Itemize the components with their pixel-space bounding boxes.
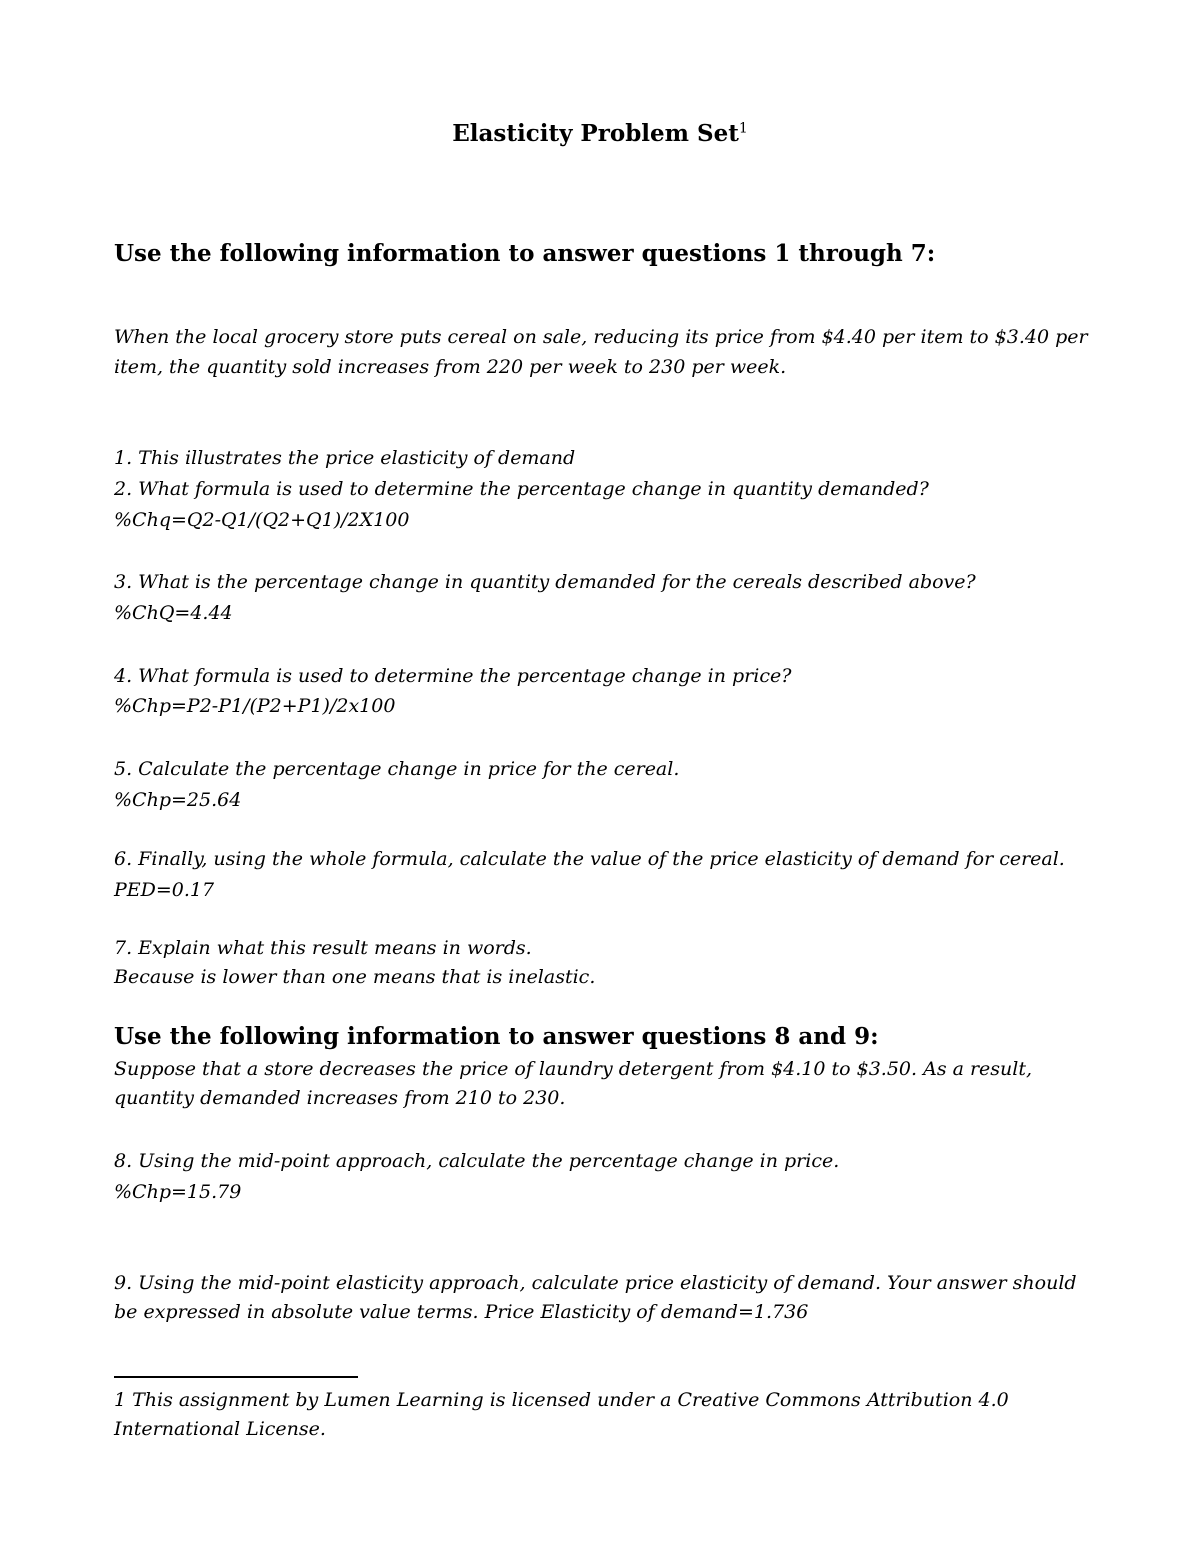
title-footnote-marker: 1 <box>738 120 748 137</box>
question-4: 4. What formula is used to determine the percentage change in price? <box>114 665 792 687</box>
section-1-heading: Use the following information to answer questions 1 through 7: <box>114 240 936 267</box>
section-1-intro-line-2: item, the quantity sold increases from 220 per week to 230 per week. <box>114 356 787 378</box>
footnote-separator <box>114 1376 358 1378</box>
title-text: Elasticity Problem Set <box>452 120 739 147</box>
section-1-intro-line-1: When the local grocery store puts cereal on sale, reducing its price from $4.40 per item to $3.40 per <box>114 326 1088 348</box>
question-7: 7. Explain what this result means in words. <box>114 937 532 959</box>
answer-4: %Chp=P2-P1/(P2+P1)/2x100 <box>114 695 396 717</box>
section-2-intro-line-1: Suppose that a store decreases the price of laundry detergent from $4.10 to $3.50. As a result, <box>114 1058 1033 1080</box>
question-9-line-1: 9. Using the mid-point elasticity approach, calculate price elasticity of demand. Your answer should <box>114 1272 1077 1294</box>
answer-3: %ChQ=4.44 <box>114 602 233 624</box>
footnote-line-2: International License. <box>114 1418 326 1440</box>
answer-7: Because is lower than one means that is inelastic. <box>114 966 596 988</box>
question-5: 5. Calculate the percentage change in price for the cereal. <box>114 758 680 780</box>
question-1: 1. This illustrates the price elasticity of demand <box>114 447 576 469</box>
section-2-heading: Use the following information to answer questions 8 and 9: <box>114 1023 879 1050</box>
answer-5: %Chp=25.64 <box>114 789 242 811</box>
page-title <box>0 118 1200 150</box>
question-8: 8. Using the mid-point approach, calculate the percentage change in price. <box>114 1150 840 1172</box>
question-9-line-2: be expressed in absolute value terms. Price Elasticity of demand=1.736 <box>114 1301 809 1323</box>
answer-2: %Chq=Q2-Q1/(Q2+Q1)/2X100 <box>114 509 410 531</box>
question-2: 2. What formula is used to determine the percentage change in quantity demanded? <box>114 478 929 500</box>
footnote-line-1: 1 This assignment by Lumen Learning is licensed under a Creative Commons Attribution 4.0 <box>114 1389 1009 1411</box>
answer-6: PED=0.17 <box>114 879 215 901</box>
question-3: 3. What is the percentage change in quantity demanded for the cereals described above? <box>114 571 976 593</box>
answer-8: %Chp=15.79 <box>114 1181 242 1203</box>
question-6: 6. Finally, using the whole formula, calculate the value of the price elasticity of demand for cereal. <box>114 848 1065 870</box>
section-2-intro-line-2: quantity demanded increases from 210 to 230. <box>114 1087 566 1109</box>
